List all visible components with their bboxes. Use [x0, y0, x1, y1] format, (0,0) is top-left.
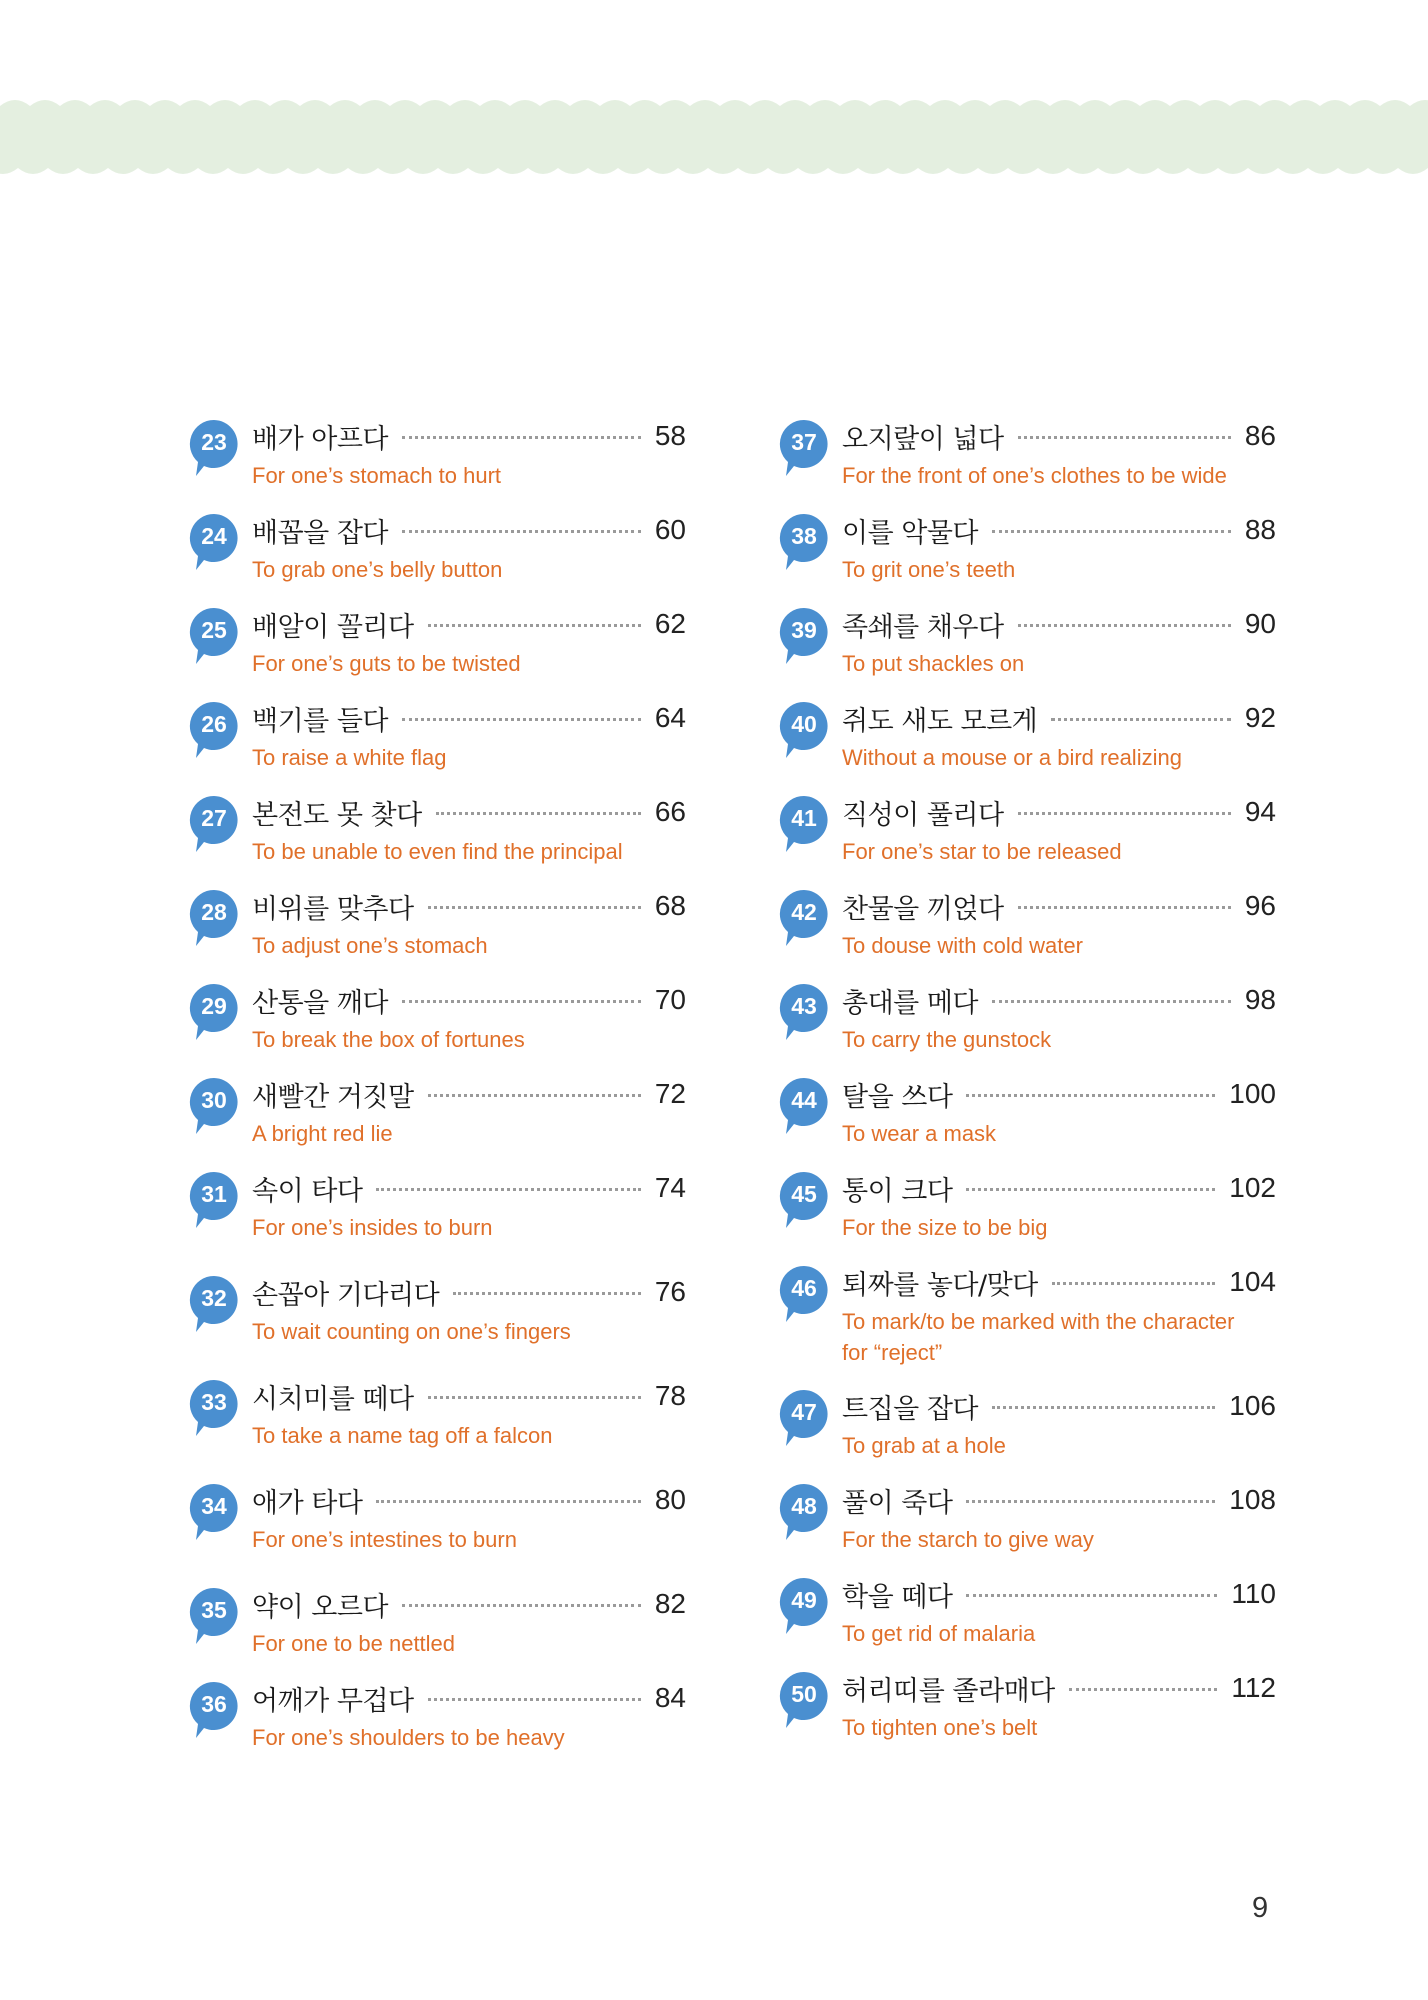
speech-bubble-badge-icon	[778, 794, 830, 854]
entry-number: 29	[201, 993, 227, 1019]
entry-title-row	[842, 604, 1276, 644]
entry-korean-title: 통이 크다	[842, 1175, 953, 1207]
entry-number: 34	[201, 1493, 227, 1519]
entry-title-row	[252, 604, 686, 644]
entry-korean-title: 시치미를 떼다	[252, 1383, 414, 1415]
entry-number: 23	[201, 429, 227, 455]
speech-bubble-badge-icon	[778, 982, 830, 1042]
dot-leader	[376, 1188, 640, 1191]
entry-page-number: 60	[654, 514, 686, 545]
speech-bubble-badge-icon	[778, 418, 830, 478]
entry-page-number: 80	[654, 1484, 686, 1515]
entry-english-translation: To mark/to be marked with the character for “reject”	[842, 1309, 1235, 1365]
entry-title-row	[842, 886, 1276, 926]
speech-bubble-badge-icon	[188, 512, 240, 572]
entry-number: 44	[791, 1087, 817, 1113]
entry-korean-title: 비위를 맞추다	[252, 893, 414, 925]
entry-number: 47	[791, 1399, 817, 1425]
speech-bubble-badge-icon	[778, 1076, 830, 1136]
dot-leader	[992, 1000, 1231, 1003]
entry-korean-title: 총대를 메다	[842, 987, 978, 1019]
entry-english-translation: For one’s intestines to burn	[252, 1527, 517, 1552]
dot-leader	[1069, 1688, 1218, 1691]
speech-bubble-badge-icon	[778, 1388, 830, 1448]
entry-korean-title: 본전도 못 찾다	[252, 799, 422, 831]
entry-korean-title: 산통을 깨다	[252, 987, 388, 1019]
speech-bubble-badge-icon	[188, 418, 240, 478]
entry-number: 32	[201, 1285, 227, 1311]
entry-korean-title: 퇴짜를 놓다/맞다	[842, 1269, 1038, 1301]
entry-title-row	[252, 886, 686, 926]
speech-bubble-badge-icon	[778, 888, 830, 948]
dot-leader	[992, 1406, 1215, 1409]
entry-page-number: 102	[1229, 1172, 1276, 1203]
entry-korean-title: 손꼽아 기다리다	[252, 1279, 440, 1311]
entry-english-translation: For one’s shoulders to be heavy	[252, 1725, 565, 1750]
dot-leader	[1018, 624, 1231, 627]
entry-korean-title: 족쇄를 채우다	[842, 611, 1004, 643]
entry-number: 49	[791, 1587, 817, 1613]
entry-korean-title: 백기를 들다	[252, 705, 388, 737]
entry-title-row	[252, 510, 686, 550]
dot-leader	[1018, 436, 1231, 439]
dot-leader	[428, 624, 641, 627]
entry-title-row	[842, 1168, 1276, 1208]
entry-page-number: 90	[1244, 608, 1276, 639]
entry-number: 45	[791, 1181, 817, 1207]
entry-page-number: 72	[654, 1078, 686, 1109]
entry-title-row	[252, 1376, 686, 1416]
entry-page-number: 68	[654, 890, 686, 921]
entry-english-translation: To break the box of fortunes	[252, 1027, 525, 1052]
entry-korean-title: 새빨간 거짓말	[252, 1081, 414, 1113]
entry-english-translation: For one’s stomach to hurt	[252, 463, 502, 488]
speech-bubble-badge-icon	[188, 1482, 240, 1542]
entry-korean-title: 찬물을 끼얹다	[842, 893, 1004, 925]
entry-english-translation: To wear a mask	[842, 1121, 997, 1146]
entry-english-translation: A bright red lie	[252, 1121, 393, 1146]
entry-english-translation: To wait counting on one’s fingers	[252, 1319, 571, 1344]
entry-title-row	[842, 1386, 1276, 1426]
dot-leader	[428, 1094, 641, 1097]
entry-number: 30	[201, 1087, 227, 1113]
entry-korean-title: 속이 타다	[252, 1175, 363, 1207]
entry-english-translation: To carry the gunstock	[842, 1027, 1052, 1052]
entry-english-translation: To grab one’s belly button	[252, 557, 503, 582]
entry-number: 35	[201, 1597, 227, 1623]
dot-leader	[428, 906, 641, 909]
entry-number: 28	[201, 899, 227, 925]
entry-korean-title: 학을 떼다	[842, 1581, 953, 1613]
dot-leader	[402, 530, 641, 533]
entry-title-row	[842, 1480, 1276, 1520]
dot-leader	[453, 1292, 641, 1295]
speech-bubble-badge-icon	[778, 512, 830, 572]
entry-english-translation: For one’s guts to be twisted	[252, 651, 521, 676]
dot-leader	[966, 1094, 1215, 1097]
speech-bubble-badge-icon	[188, 1680, 240, 1740]
speech-bubble-badge-icon	[778, 606, 830, 666]
speech-bubble-badge-icon	[188, 888, 240, 948]
entry-english-translation: For one’s insides to burn	[252, 1215, 493, 1240]
entry-english-translation: To tighten one’s belt	[842, 1715, 1038, 1740]
entry-number: 39	[791, 617, 817, 643]
entry-english-translation: To be unable to even find the principal	[252, 839, 623, 864]
entry-page-number: 110	[1231, 1578, 1276, 1609]
entry-title-row	[842, 510, 1276, 550]
dot-leader	[402, 1000, 641, 1003]
dot-leader	[966, 1500, 1215, 1503]
decorative-wavy-band	[0, 100, 1428, 174]
entry-korean-title: 배꼽을 잡다	[252, 517, 388, 549]
entry-korean-title: 오지랖이 넓다	[842, 423, 1004, 455]
speech-bubble-badge-icon	[188, 1274, 240, 1334]
entry-number: 27	[201, 805, 227, 831]
entry-page-number: 74	[654, 1172, 686, 1203]
entry-title-row	[252, 1168, 686, 1208]
entry-korean-title: 풀이 죽다	[842, 1487, 953, 1519]
dot-leader	[376, 1500, 640, 1503]
entry-title-row	[842, 416, 1276, 456]
dot-leader	[402, 1604, 641, 1607]
entry-english-translation: For the front of one’s clothes to be wide	[842, 463, 1227, 488]
speech-bubble-badge-icon	[778, 1576, 830, 1636]
entry-number: 33	[201, 1389, 227, 1415]
entry-page-number: 112	[1231, 1672, 1276, 1703]
dot-leader	[1018, 906, 1231, 909]
entry-title-row	[842, 1262, 1276, 1302]
entry-number: 40	[791, 711, 817, 737]
entry-number: 41	[791, 805, 817, 831]
page-number: 9	[1252, 1892, 1269, 1924]
entry-english-translation: To get rid of malaria	[842, 1621, 1036, 1646]
entry-english-translation: To grit one’s teeth	[842, 557, 1016, 582]
entry-number: 24	[201, 523, 227, 549]
entry-title-row	[842, 1668, 1276, 1708]
entry-page-number: 78	[654, 1380, 686, 1411]
entry-page-number: 88	[1244, 514, 1276, 545]
entry-page-number: 82	[654, 1588, 686, 1619]
entry-number: 50	[791, 1681, 817, 1707]
dot-leader	[992, 530, 1231, 533]
entry-number: 42	[791, 899, 817, 925]
speech-bubble-badge-icon	[778, 1670, 830, 1730]
entry-page-number: 100	[1229, 1078, 1276, 1109]
dot-leader	[1052, 1282, 1216, 1285]
dot-leader	[1051, 718, 1231, 721]
entry-number: 38	[791, 523, 817, 549]
entry-page-number: 104	[1229, 1266, 1276, 1297]
entry-english-translation: For one to be nettled	[252, 1631, 456, 1656]
entry-page-number: 62	[654, 608, 686, 639]
speech-bubble-badge-icon	[778, 1264, 830, 1324]
entry-english-translation: To douse with cold water	[842, 933, 1083, 958]
speech-bubble-badge-icon	[188, 1076, 240, 1136]
speech-bubble-badge-icon	[188, 1586, 240, 1646]
entry-korean-title: 애가 타다	[252, 1487, 363, 1519]
entry-korean-title: 쥐도 새도 모르게	[842, 705, 1038, 737]
dot-leader	[966, 1594, 1217, 1597]
entry-title-row	[842, 792, 1276, 832]
entry-number: 46	[791, 1275, 817, 1301]
entry-page-number: 70	[654, 984, 686, 1015]
entry-english-translation: To take a name tag off a falcon	[252, 1423, 553, 1448]
entry-page-number: 108	[1229, 1484, 1276, 1515]
entry-korean-title: 어깨가 무겁다	[252, 1685, 414, 1717]
entry-page-number: 64	[654, 702, 686, 733]
entry-page-number: 92	[1244, 702, 1276, 733]
entry-korean-title: 허리띠를 졸라매다	[842, 1675, 1055, 1707]
entry-korean-title: 약이 오르다	[252, 1591, 388, 1623]
dot-leader	[428, 1698, 641, 1701]
dot-leader	[402, 436, 641, 439]
entry-english-translation: For the starch to give way	[842, 1527, 1094, 1552]
entry-english-translation: For one’s star to be released	[842, 839, 1122, 864]
speech-bubble-badge-icon	[778, 1170, 830, 1230]
entry-english-translation: To grab at a hole	[842, 1433, 1006, 1458]
speech-bubble-badge-icon	[188, 982, 240, 1042]
entry-korean-title: 직성이 풀리다	[842, 799, 1004, 831]
entry-title-row	[842, 698, 1276, 738]
dot-leader	[1018, 812, 1231, 815]
entry-title-row	[252, 1678, 686, 1718]
entry-title-row	[252, 416, 686, 456]
entry-page-number: 98	[1244, 984, 1276, 1015]
entry-title-row	[252, 1584, 686, 1624]
entry-number: 43	[791, 993, 817, 1019]
dot-leader	[436, 812, 641, 815]
entry-english-translation: To raise a white flag	[252, 745, 447, 770]
entry-page-number: 86	[1244, 420, 1276, 451]
speech-bubble-badge-icon	[188, 1170, 240, 1230]
speech-bubble-badge-icon	[188, 700, 240, 760]
entry-page-number: 58	[654, 420, 686, 451]
speech-bubble-badge-icon	[188, 606, 240, 666]
entry-number: 48	[791, 1493, 817, 1519]
entry-korean-title: 배가 아프다	[252, 423, 388, 455]
entry-page-number: 96	[1244, 890, 1276, 921]
entry-page-number: 84	[654, 1682, 686, 1713]
entry-number: 26	[201, 711, 227, 737]
speech-bubble-badge-icon	[188, 794, 240, 854]
entry-number: 25	[201, 617, 227, 643]
speech-bubble-badge-icon	[778, 700, 830, 760]
entry-english-translation: To put shackles on	[842, 651, 1025, 676]
entry-page-number: 66	[654, 796, 686, 827]
entry-title-row	[842, 980, 1276, 1020]
entry-number: 37	[791, 429, 817, 455]
entry-korean-title: 트집을 잡다	[842, 1393, 978, 1425]
entry-english-translation: For the size to be big	[842, 1215, 1048, 1240]
dot-leader	[428, 1396, 641, 1399]
entry-korean-title: 배알이 꼴리다	[252, 611, 414, 643]
entry-korean-title: 이를 악물다	[842, 517, 978, 549]
speech-bubble-badge-icon	[778, 1482, 830, 1542]
entry-page-number: 106	[1229, 1390, 1276, 1421]
entry-title-row	[252, 980, 686, 1020]
entry-number: 36	[201, 1691, 227, 1717]
dot-leader	[966, 1188, 1215, 1191]
entry-title-row	[252, 698, 686, 738]
entry-english-translation: Without a mouse or a bird realizing	[842, 745, 1182, 770]
entry-title-row	[842, 1574, 1276, 1614]
entry-title-row	[252, 1272, 686, 1312]
entry-number: 31	[201, 1181, 227, 1207]
entry-korean-title: 탈을 쓰다	[842, 1081, 953, 1113]
entry-english-translation: To adjust one’s stomach	[252, 933, 488, 958]
entry-title-row	[252, 1074, 686, 1114]
entry-page-number: 94	[1244, 796, 1276, 827]
entry-title-row	[842, 1074, 1276, 1114]
entry-title-row	[252, 1480, 686, 1520]
dot-leader	[402, 718, 641, 721]
entry-page-number: 76	[654, 1276, 686, 1307]
speech-bubble-badge-icon	[188, 1378, 240, 1438]
entry-title-row	[252, 792, 686, 832]
